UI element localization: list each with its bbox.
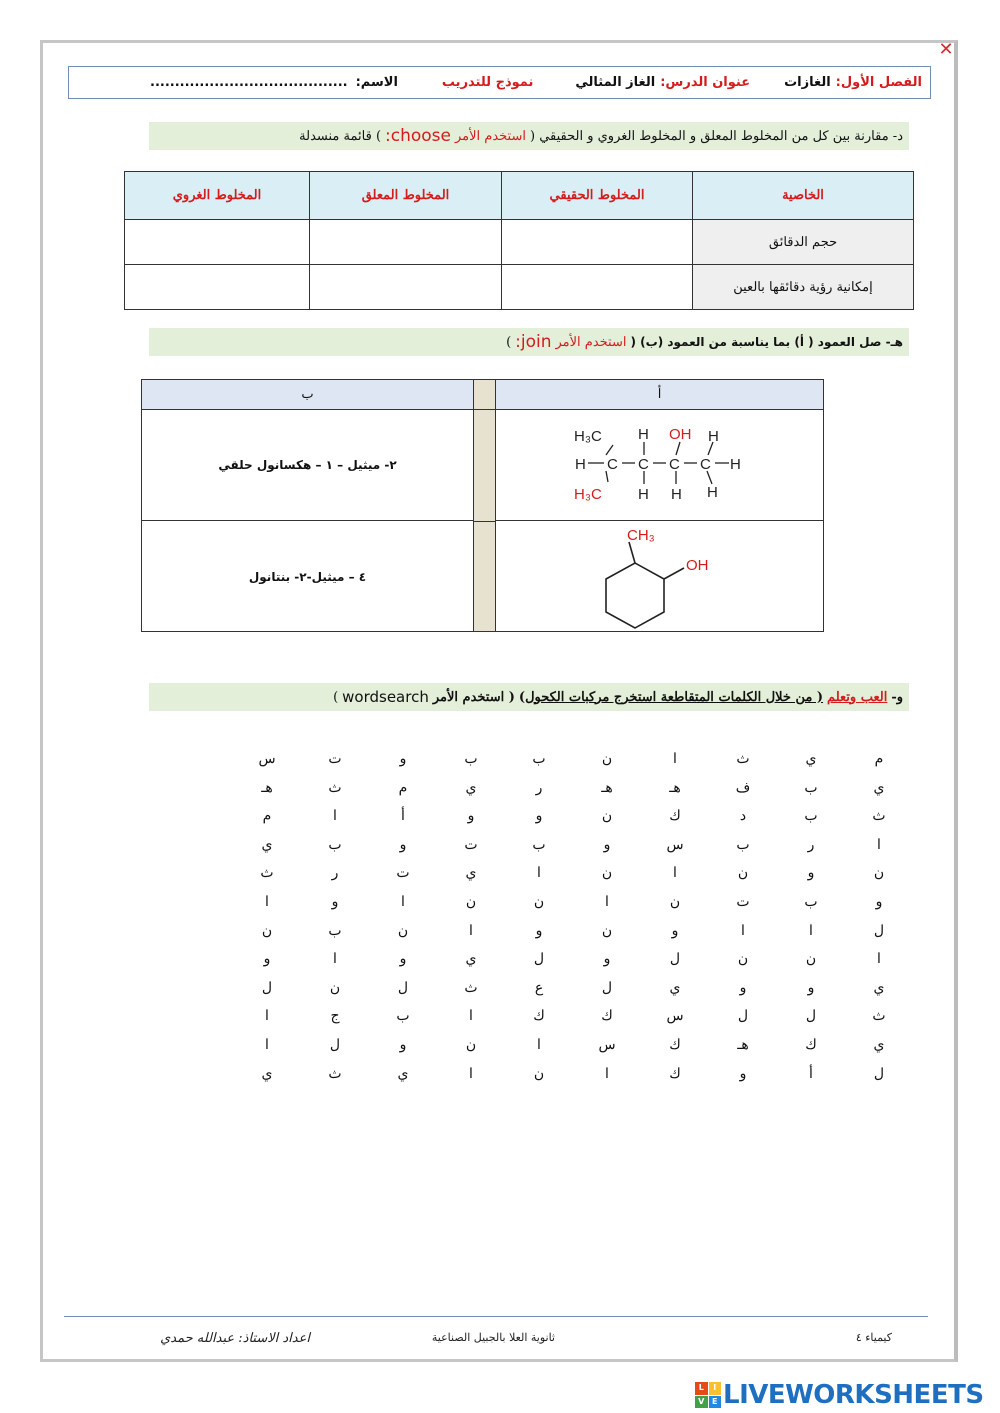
comparison-table: [124, 171, 914, 310]
section-d-banner: [149, 122, 909, 150]
grid-letter[interactable]: ن: [601, 808, 613, 825]
grid-letter[interactable]: ي: [669, 979, 681, 996]
grid-letter[interactable]: ب: [328, 922, 342, 939]
grid-letter[interactable]: ا: [469, 1008, 473, 1025]
grid-letter[interactable]: ي: [465, 865, 477, 882]
grid-letter[interactable]: و: [875, 894, 883, 910]
column-a-header: أ: [496, 380, 823, 410]
section-h-suffix: ): [506, 334, 512, 350]
grid-letter[interactable]: ا: [265, 1008, 269, 1025]
grid-letter[interactable]: و: [399, 951, 407, 968]
grid-letter[interactable]: ن: [601, 865, 613, 882]
grid-letter[interactable]: و: [739, 1065, 747, 1082]
grid-letter[interactable]: ك: [533, 1008, 545, 1025]
grid-letter[interactable]: و: [399, 751, 407, 767]
footer-subject: كيمياء ٤: [855, 1331, 892, 1344]
name-label: الاسم:: [355, 75, 398, 90]
grid-letter[interactable]: و: [535, 922, 543, 939]
grid-letter[interactable]: ر: [535, 779, 543, 796]
section-w-suffix: ): [333, 689, 339, 705]
grid-letter[interactable]: ت: [736, 894, 750, 910]
grid-letter[interactable]: ن: [465, 894, 477, 910]
grid-letter[interactable]: ن: [805, 951, 817, 968]
grid-letter[interactable]: و: [263, 951, 271, 968]
structure-4-methyl-2-pentanol: [496, 410, 823, 521]
table-row: [125, 265, 914, 310]
grid-letter[interactable]: ن: [601, 751, 613, 767]
compound-name: ٤ – ميثيل-٢- بنتانول: [248, 569, 367, 584]
answer-dropdown[interactable]: [125, 220, 310, 265]
grid-letter[interactable]: س: [666, 1008, 684, 1025]
chapter-label: الفصل الأول:: [835, 75, 922, 90]
comparison-header-row: [125, 172, 914, 220]
grid-letter[interactable]: و: [739, 979, 747, 996]
grid-letter[interactable]: م: [262, 808, 272, 825]
grid-letter[interactable]: و: [331, 894, 339, 910]
atom-label: H₃C: [574, 486, 602, 503]
grid-letter[interactable]: ا: [265, 1037, 269, 1053]
grid-letter[interactable]: ا: [537, 1037, 541, 1053]
grid-letter[interactable]: ي: [261, 836, 273, 853]
grid-letter[interactable]: و: [535, 808, 543, 825]
section-w-cmd: wordsearch: [342, 688, 429, 706]
answer-dropdown[interactable]: [502, 265, 693, 310]
grid-letter[interactable]: ب: [736, 836, 750, 853]
atom-label: H: [708, 428, 719, 445]
grid-letter[interactable]: ي: [465, 779, 477, 796]
grid-letter[interactable]: ت: [396, 865, 410, 882]
grid-letter[interactable]: ع: [534, 979, 544, 996]
grid-letter[interactable]: ا: [537, 865, 541, 882]
grid-letter[interactable]: ا: [741, 922, 745, 939]
footer-school: ثانوية العلا بالجبيل الصناعية: [431, 1331, 555, 1344]
column-a: [496, 380, 823, 631]
section-w-banner: [149, 683, 909, 711]
grid-letter[interactable]: ي: [805, 751, 817, 767]
match-target[interactable]: [142, 410, 473, 521]
grid-letter[interactable]: م: [874, 751, 884, 767]
grid-letter[interactable]: ا: [333, 951, 337, 968]
grid-letter[interactable]: ب: [804, 894, 818, 910]
grid-letter[interactable]: ن: [601, 922, 613, 939]
grid-letter[interactable]: ن: [465, 1037, 477, 1053]
grid-letter[interactable]: ي: [873, 1037, 885, 1053]
answer-dropdown[interactable]: [310, 265, 502, 310]
grid-letter[interactable]: ل: [533, 951, 545, 968]
grid-letter[interactable]: ث: [328, 779, 342, 796]
grid-letter[interactable]: و: [399, 1037, 407, 1053]
grid-letter[interactable]: و: [807, 865, 815, 882]
header-true-mixture: المخلوط الحقيقي: [502, 172, 693, 220]
join-strip[interactable]: [474, 380, 496, 631]
answer-dropdown[interactable]: [502, 220, 693, 265]
answer-dropdown[interactable]: [310, 220, 502, 265]
logo-text: LIVEWORKSHEETS: [723, 1380, 984, 1410]
atom-label: OH: [669, 426, 692, 443]
grid-letter[interactable]: ث: [736, 751, 750, 767]
grid-letter[interactable]: ا: [673, 865, 677, 882]
oh-label: OH: [686, 557, 709, 574]
grid-letter[interactable]: ب: [464, 751, 478, 767]
match-source[interactable]: [496, 410, 823, 521]
grid-letter[interactable]: س: [666, 836, 684, 853]
property-cell: إمكانية رؤية دقائقها بالعين: [693, 265, 914, 310]
section-h-prefix: هـ- صل العمود ( أ) بما يناسبة من العمود (ب) (: [630, 335, 903, 349]
atom-label: H: [707, 484, 718, 501]
grid-letter[interactable]: ن: [737, 951, 749, 968]
ch3-label: CH₃: [627, 527, 655, 544]
grid-letter[interactable]: ا: [809, 922, 813, 939]
grid-letter[interactable]: ب: [396, 1008, 410, 1025]
grid-letter[interactable]: و: [671, 922, 679, 939]
lesson-value: الغاز المثالي: [575, 75, 656, 90]
grid-letter[interactable]: ك: [669, 808, 681, 825]
grid-letter[interactable]: ث: [464, 979, 478, 996]
grid-letter[interactable]: و: [603, 836, 611, 853]
grid-letter[interactable]: و: [399, 836, 407, 853]
section-h-cmd-label: استخدم الأمر: [555, 334, 627, 350]
grid-letter[interactable]: ي: [465, 951, 477, 968]
grid-letter[interactable]: ك: [601, 1008, 613, 1025]
grid-letter[interactable]: ل: [873, 922, 885, 939]
grid-letter[interactable]: ل: [261, 979, 273, 996]
logo-badge-icon: L I V E: [695, 1382, 721, 1408]
name-field[interactable]: ........................................: [150, 75, 348, 90]
grid-letter[interactable]: ي: [397, 1065, 409, 1082]
atom-label: H: [638, 426, 649, 443]
grid-letter[interactable]: ا: [265, 894, 269, 910]
header-colloid: المخلوط الغروي: [125, 172, 310, 220]
section-d-cmd: choose:: [385, 126, 451, 146]
grid-letter[interactable]: ف: [735, 779, 751, 796]
atom-label: C: [669, 456, 680, 473]
grid-letter[interactable]: ل: [329, 1037, 341, 1053]
answer-dropdown[interactable]: [125, 265, 310, 310]
grid-letter[interactable]: ا: [605, 894, 609, 910]
grid-letter[interactable]: ث: [260, 865, 274, 882]
grid-letter[interactable]: م: [398, 779, 408, 796]
model-label: نموذج للتدريب: [441, 75, 534, 90]
grid-letter[interactable]: ث: [872, 808, 886, 825]
grid-letter[interactable]: أ: [809, 1065, 813, 1082]
grid-letter[interactable]: ا: [333, 808, 337, 825]
grid-letter[interactable]: ا: [877, 951, 881, 968]
grid-letter[interactable]: ك: [669, 1037, 681, 1053]
grid-letter[interactable]: ت: [464, 836, 478, 853]
column-b: [142, 380, 474, 631]
atom-label: H: [638, 486, 649, 503]
grid-letter[interactable]: ن: [737, 865, 749, 882]
grid-letter[interactable]: ر: [331, 865, 339, 882]
grid-letter[interactable]: هـ: [737, 1037, 749, 1053]
close-icon[interactable]: ✕: [938, 39, 954, 60]
atom-label: H: [575, 456, 586, 473]
table-row: [125, 220, 914, 265]
footer-author: اعداد الاستاذ: عبدالله حمدي: [160, 1331, 310, 1346]
chapter-value: الغازات: [784, 75, 831, 90]
grid-letter[interactable]: ب: [804, 779, 818, 796]
grid-letter[interactable]: ن: [397, 922, 409, 939]
grid-letter[interactable]: ا: [469, 922, 473, 939]
grid-letter[interactable]: ي: [873, 979, 885, 996]
grid-letter[interactable]: ي: [261, 1065, 273, 1082]
grid-letter[interactable]: ر: [807, 836, 815, 853]
header-property: الخاصية: [693, 172, 914, 220]
grid-letter[interactable]: ب: [804, 808, 818, 825]
grid-letter[interactable]: د: [739, 808, 747, 825]
section-w-cmd-label: ( استخدم الأمر: [432, 689, 515, 705]
matching-table: [141, 379, 824, 632]
grid-letter[interactable]: هـ: [261, 779, 273, 796]
grid-letter[interactable]: ك: [669, 1065, 681, 1082]
grid-letter[interactable]: ن: [533, 1065, 545, 1082]
atom-label: H₃C: [574, 428, 602, 445]
grid-letter[interactable]: ل: [601, 979, 613, 996]
grid-letter[interactable]: و: [807, 979, 815, 996]
header-suspension: المخلوط المعلق: [310, 172, 502, 220]
section-d-cmd-label: استخدم الأمر: [455, 128, 526, 144]
grid-letter[interactable]: ل: [669, 951, 681, 968]
grid-letter[interactable]: ب: [532, 836, 546, 853]
atom-label: C: [638, 456, 649, 473]
grid-letter[interactable]: ن: [329, 979, 341, 996]
grid-letter[interactable]: ث: [328, 1065, 342, 1082]
grid-letter[interactable]: و: [467, 808, 475, 825]
grid-letter[interactable]: ن: [261, 922, 273, 939]
grid-letter[interactable]: ل: [397, 979, 409, 996]
compound-name: ٢- ميثيل – ١ – هكسانول حلقي: [218, 458, 397, 472]
liveworksheets-logo[interactable]: [695, 1378, 984, 1412]
match-target[interactable]: [142, 521, 473, 632]
grid-letter[interactable]: ل: [805, 1008, 817, 1025]
grid-letter[interactable]: أ: [401, 808, 405, 825]
grid-letter[interactable]: هـ: [601, 779, 613, 796]
structure-2-methylcyclohexanol: [496, 521, 823, 632]
grid-letter[interactable]: ب: [532, 751, 546, 767]
grid-letter[interactable]: ل: [873, 1065, 885, 1082]
atom-label: H: [730, 456, 741, 473]
footer-divider: [64, 1316, 928, 1317]
match-source[interactable]: [496, 521, 823, 632]
grid-letter[interactable]: ب: [328, 836, 342, 853]
worksheet-header: [68, 66, 931, 99]
grid-letter[interactable]: و: [603, 951, 611, 968]
grid-letter[interactable]: ت: [328, 751, 342, 767]
atom-label: C: [700, 456, 711, 473]
section-h-cmd: join:: [515, 332, 552, 352]
grid-letter[interactable]: ا: [605, 1065, 609, 1082]
section-w-play: العب وتعلم: [827, 689, 888, 705]
grid-letter[interactable]: ل: [737, 1008, 749, 1025]
grid-letter[interactable]: ج: [330, 1008, 340, 1025]
grid-letter[interactable]: ن: [533, 894, 545, 910]
grid-letter[interactable]: ا: [469, 1065, 473, 1082]
column-b-header: ب: [142, 380, 473, 410]
grid-letter[interactable]: س: [258, 751, 276, 767]
section-w-middle: ( من خلال الكلمات المتقاطعة استخرج مركبات الكحول: [525, 689, 824, 705]
atom-label: H: [671, 486, 682, 503]
section-w-prefix: و-: [891, 689, 903, 705]
grid-letter[interactable]: ث: [872, 1008, 886, 1025]
grid-letter[interactable]: ا: [401, 894, 405, 910]
grid-letter[interactable]: س: [598, 1037, 616, 1053]
grid-letter[interactable]: ي: [873, 779, 885, 796]
grid-letter[interactable]: ن: [669, 894, 681, 910]
section-d-prefix: د- مقارنة بين كل من المخلوط المعلق و المخلوط الغروي و الحقيقي (: [530, 128, 903, 144]
section-h-banner: [149, 328, 909, 356]
grid-letter[interactable]: ا: [673, 751, 677, 767]
section-d-suffix: ) قائمة منسدلة: [299, 128, 382, 144]
grid-letter[interactable]: ا: [877, 836, 881, 853]
grid-letter[interactable]: هـ: [669, 779, 681, 796]
section-w-close: ): [518, 689, 526, 705]
grid-letter[interactable]: ك: [805, 1037, 817, 1053]
lesson-label: عنوان الدرس:: [660, 75, 751, 90]
atom-label: C: [607, 456, 618, 473]
grid-letter[interactable]: ن: [873, 865, 885, 882]
property-cell: حجم الدقائق: [693, 220, 914, 265]
